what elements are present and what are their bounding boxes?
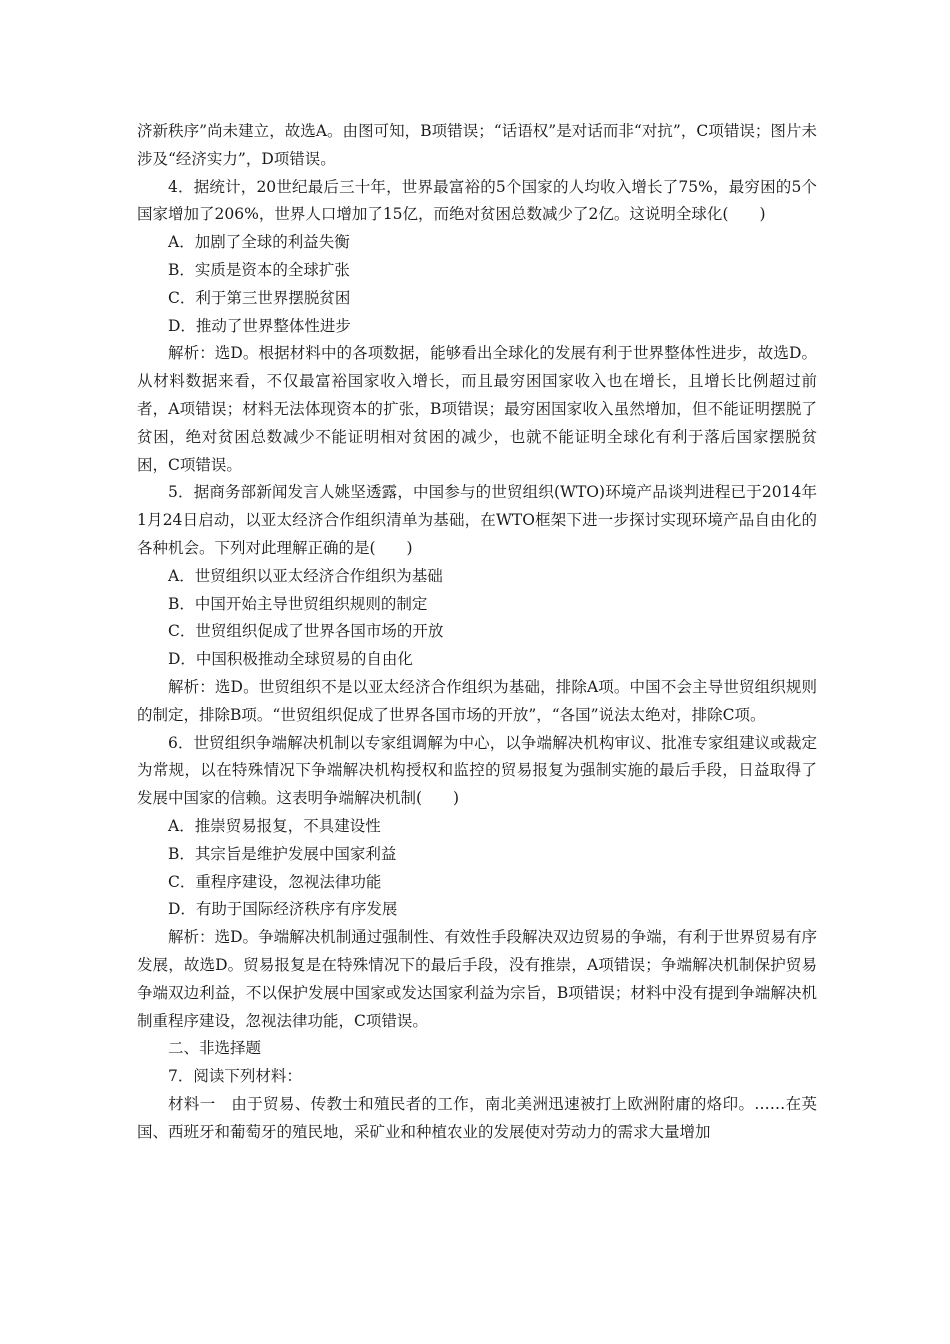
- question-6-option-b: B．其宗旨是维护发展中国家利益: [168, 844, 397, 863]
- question-4-option-d: D．推动了世界整体性进步: [168, 316, 351, 335]
- question-6-analysis: 解析：选D。争端解决机制通过强制性、有效性手段解决双边贸易的争端，有利于世界贸易有序发展，故选D。贸易报复是在特殊情况下的最后手段，没有推崇，A项错误；争端解决机制保护贸易争端双边利益，不以保护发展中国家或发达国家利益为宗旨，B项错误；材料中没有提到争端解决机制重程序建设，忽视法律功能，C项错误。: [137, 928, 817, 1030]
- question-5-stem: 5．据商务部新闻发言人姚坚透露，中国参与的世贸组织(WTO)环境产品谈判进程已于2014年1月24日启动，以亚太经济合作组织清单为基础，在WTO框架下进一步探讨实现环境产品自由化的各种机会。下列对此理解正确的是( ): [137, 483, 817, 557]
- question-5-option-a: A．世贸组织以亚太经济合作组织为基础: [168, 566, 443, 585]
- question-4-option-a: A．加剧了全球的利益失衡: [168, 233, 350, 252]
- question-5-option-b: B．中国开始主导世贸组织规则的制定: [168, 594, 428, 613]
- question-7-material-1: 材料一 由于贸易、传教士和殖民者的工作，南北美洲迅速被打上欧洲附庸的烙印。……在英国、西班牙和葡萄牙的殖民地，采矿业和种植农业的发展使对劳动力的需求大量增加: [137, 1094, 817, 1141]
- document-body: [137, 118, 817, 1146]
- question-4-analysis: 解析：选D。根据材料中的各项数据，能够看出全球化的发展有利于世界整体性进步，故选D。从材料数据来看，不仅最富裕国家收入增长，而且最穷困国家收入也在增长，且增长比例超过前者，A项错误；材料无法体现资本的扩张，B项错误；最穷困国家收入虽然增加，但不能证明摆脱了贫困，绝对贫困总数减少不能证明相对贫困的减少，也就不能证明全球化有利于落后国家摆脱贫困，C项错误。: [137, 344, 817, 474]
- question-6-option-c: C．重程序建设，忽视法律功能: [168, 872, 382, 891]
- question-6-option-d: D．有助于国际经济秩序有序发展: [168, 900, 398, 919]
- question-5-option-c: C．世贸组织促成了世界各国市场的开放: [168, 622, 444, 641]
- question-5-option-d: D．中国积极推动全球贸易的自由化: [168, 650, 413, 669]
- question-4-stem: 4．据统计，20世纪最后三十年，世界最富裕的5个国家的人均收入增长了75%，最穷困的5个国家增加了206%，世界人口增加了15亿，而绝对贫困总数减少了2亿。这说明全球化( ): [137, 177, 817, 224]
- answer-continuation: 济新秩序”尚未建立，故选A。由图可知，B项错误；“话语权”是对话而非“对抗”，C项错误；图片未涉及“经济实力”，D项错误。: [137, 122, 817, 168]
- question-7-stem: 7．阅读下列材料：: [168, 1067, 302, 1086]
- question-6-option-a: A．推崇贸易报复，不具建设性: [168, 816, 381, 835]
- question-4-option-b: B．实质是资本的全球扩张: [168, 260, 350, 279]
- section-heading: 二、非选择题: [168, 1039, 262, 1058]
- question-6-stem: 6．世贸组织争端解决机制以专家组调解为中心，以争端解决机构审议、批准专家组建议或裁定为常规，以在特殊情况下争端解决机构授权和监控的贸易报复为强制实施的最后手段，日益取得了发展中国家的信赖。这表明争端解决机制( ): [137, 733, 817, 808]
- question-4-option-c: C．利于第三世界摆脱贫困: [168, 288, 351, 307]
- question-5-analysis: 解析：选D。世贸组织不是以亚太经济合作组织为基础，排除A项。中国不会主导世贸组织规则的制定，排除B项。“世贸组织促成了世界各国市场的开放”，“各国”说法太绝对，排除C项。: [137, 677, 817, 724]
